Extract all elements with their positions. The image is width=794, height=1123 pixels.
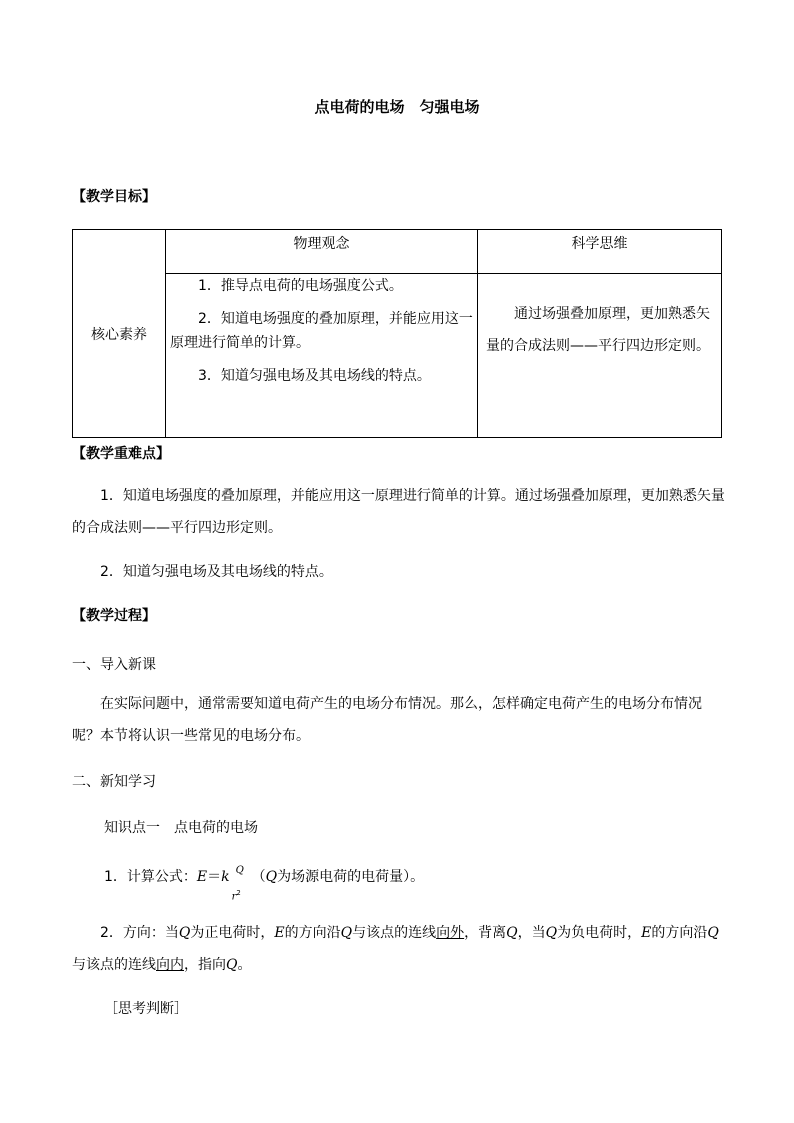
col-header-label: 科学思维 [571, 236, 628, 252]
section-heading-keypoints: 【教学重难点】 [72, 446, 170, 462]
keypoint-paragraph: 1．知道电场强度的叠加原理，并能应用这一原理进行简单的计算。通过场强叠加原理，更加熟悉矢量的合成法则——平行四边形定则。 [72, 488, 725, 536]
part-title: 二、新知学习 [72, 774, 156, 790]
table-cell-physics-items [166, 274, 478, 438]
section-heading-process: 【教学过程】 [72, 608, 156, 624]
col-header-label: 物理观念 [293, 236, 350, 252]
goals-table [72, 229, 722, 438]
section-heading-goals: 【教学目标】 [72, 189, 156, 205]
formula-note: 为场源电荷的电荷量）。 [277, 869, 425, 885]
cell-text: 通过场强叠加原理，更加熟悉矢量的合成法则——平行四边形定则。 [486, 306, 710, 354]
knowledge-point-title: 知识点一 点电荷的电场 [104, 820, 258, 836]
denominator-exponent: 2 [236, 889, 241, 897]
table-cell-thinking-text [478, 274, 722, 438]
table-col-header-thinking [478, 230, 722, 274]
page-title: 点电荷的电场 匀强电场 [314, 98, 480, 116]
underlined-term: 向内 [156, 957, 184, 973]
intro-paragraph: 在实际问题中，通常需要知道电荷产生的电场分布情况。那么，怎样确定电荷产生的电场分布情况呢？本节将认识一些常见的电场分布。 [72, 696, 702, 744]
direction-paragraph: 2．方向：当Q为正电荷时，E的方向沿Q与该点的连线向外，背离Q，当Q为负电荷时，E的方向沿Q与该点的连线向内，指向Q。 [72, 925, 719, 973]
list-item: 2．知道电场强度的叠加原理，并能应用这一原理进行简单的计算。 [170, 311, 473, 351]
formula-symbol: Q [265, 869, 278, 885]
formula-line [104, 862, 425, 903]
formula-symbol: k [221, 869, 230, 885]
formula-symbol: E [196, 869, 208, 885]
part-title: 一、导入新课 [72, 657, 156, 673]
formula-equals: ＝ [207, 869, 222, 885]
list-item: 3．知道匀强电场及其电场线的特点。 [198, 368, 431, 384]
row-header-label: 核心素养 [91, 326, 147, 343]
formula-prefix: 1．计算公式： [104, 869, 197, 885]
list-item: 1．推导点电荷的电场强度公式。 [198, 278, 403, 294]
fraction-denominator [232, 878, 241, 912]
underlined-term: 向外 [436, 925, 465, 941]
table-row-header [73, 230, 166, 438]
keypoint-paragraph: 2．知道匀强电场及其电场线的特点。 [100, 564, 333, 580]
think-label: ［思考判断］ [104, 1001, 188, 1017]
formula-fraction [230, 862, 252, 903]
table-col-header-physics [166, 230, 478, 274]
fraction-numerator: Q [235, 865, 244, 876]
denominator-base: r [231, 891, 237, 903]
formula-note: （ [251, 869, 266, 885]
